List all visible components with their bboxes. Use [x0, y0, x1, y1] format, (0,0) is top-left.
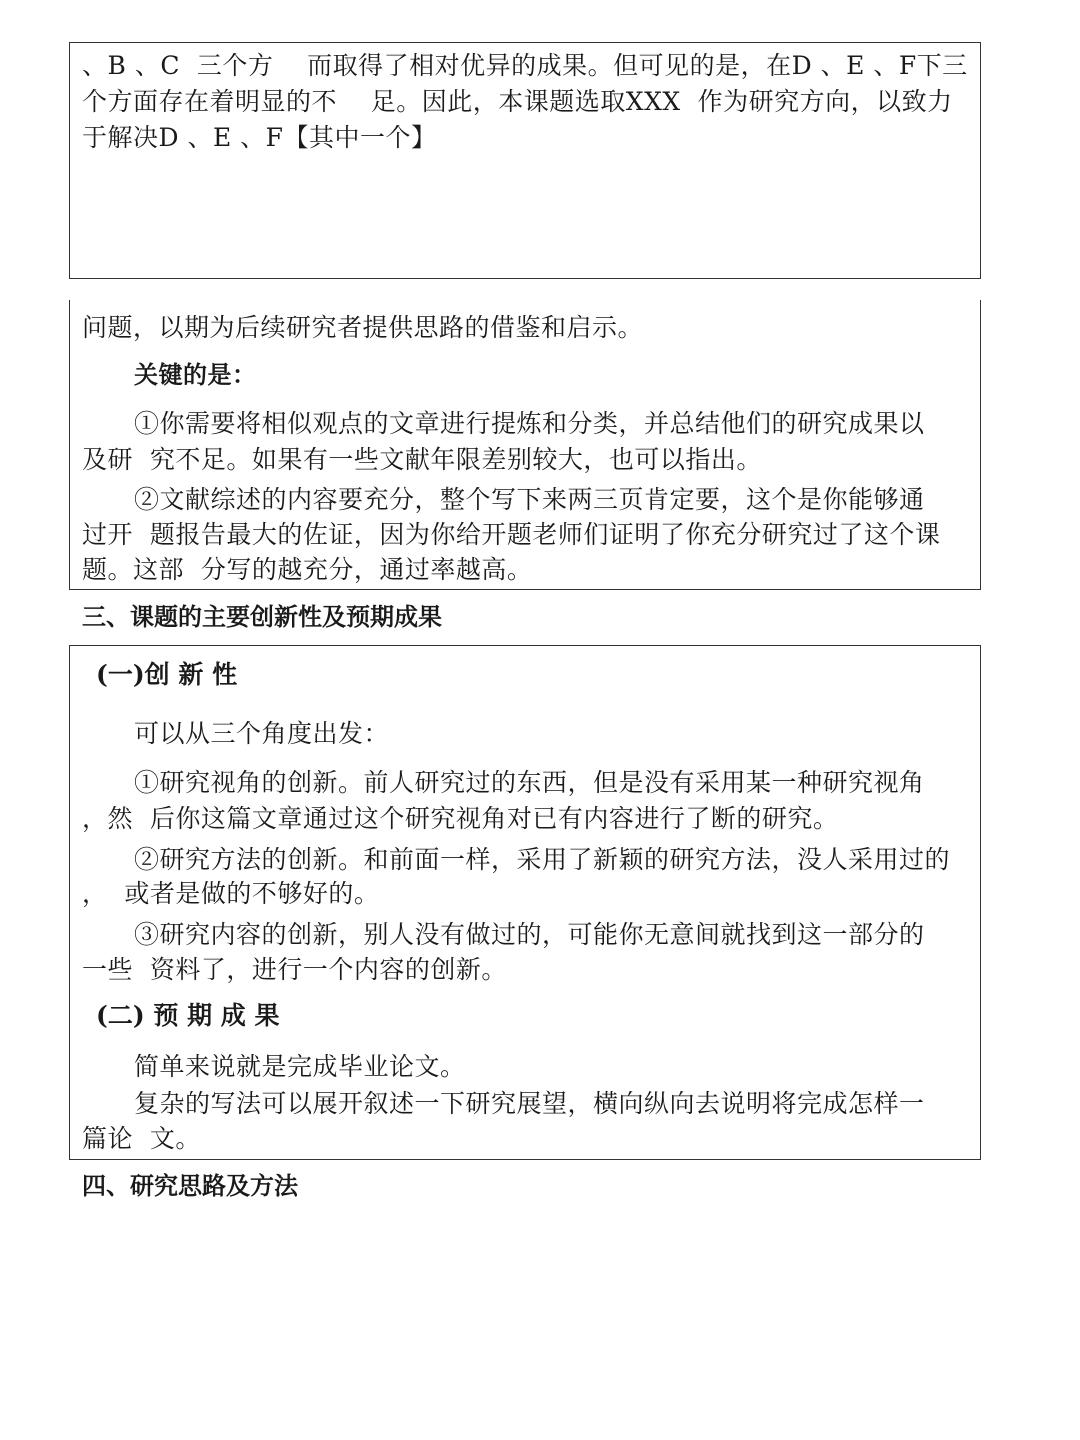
innovation-item3-line1: ③研究内容的创新，别人没有做过的，可能你无意间就找到这一部分的	[134, 920, 925, 949]
box1-line-2: 个方面存在着明显的不 足。因此，本课题选取XXX 作为研究方向，以致力	[82, 87, 953, 116]
innovation-item1-line2: ，然 后你这篇文章通过这个研究视角对已有内容进行了断的研究。	[82, 804, 839, 833]
innovation-item2-line2: ， 或者是做的不够好的。	[82, 879, 380, 908]
point1-line-2: 及研 究不足。如果有一些文献年限差别较大，也可以指出。	[82, 445, 762, 474]
innovation-item3-line2: 一些 资料了，进行一个内容的创新。	[82, 955, 507, 984]
box1-line-3: 于解决D 、E 、F【其中一个】	[82, 123, 437, 152]
outcome-heading: (二) 预 期 成 果	[96, 1001, 280, 1030]
innovation-intro: 可以从三个角度出发：	[134, 719, 390, 748]
innovation-item1-line1: ①研究视角的创新。前人研究过的东西，但是没有采用某一种研究视角	[134, 768, 925, 797]
key-label: 关键的是：	[134, 360, 257, 389]
box1-line-1: 、B 、C 三个方 而取得了相对优异的成果。但可见的是，在D 、E 、F下三	[82, 51, 968, 80]
innovation-heading: (一)创 新 性	[96, 660, 238, 689]
innovation-item2-line1: ②研究方法的创新。和前面一样，采用了新颖的研究方法，没人采用过的	[134, 845, 951, 874]
outcome-line-3: 篇论 文。	[82, 1124, 201, 1153]
point2-line-2: 过开 题报告最大的佐证，因为你给开题老师们证明了你充分研究过了这个课	[82, 520, 941, 549]
box2-line-1: 问题，以期为后续研究者提供思路的借鉴和启示。	[82, 313, 644, 342]
section3-title: 三、课题的主要创新性及预期成果	[82, 602, 442, 631]
outcome-line-2: 复杂的写法可以展开叙述一下研究展望，横向纵向去说明将完成怎样一	[134, 1089, 925, 1118]
outcome-line-1: 简单来说就是完成毕业论文。	[134, 1052, 466, 1081]
point1-line-1: ①你需要将相似观点的文章进行提炼和分类，并总结他们的研究成果以	[134, 409, 925, 438]
point2-line-1: ②文献综述的内容要充分，整个写下来两三页肯定要，这个是你能够通	[134, 485, 925, 514]
section4-title: 四、研究思路及方法	[82, 1171, 298, 1200]
point2-line-3: 题。这部 分写的越充分，通过率越高。	[82, 555, 533, 584]
